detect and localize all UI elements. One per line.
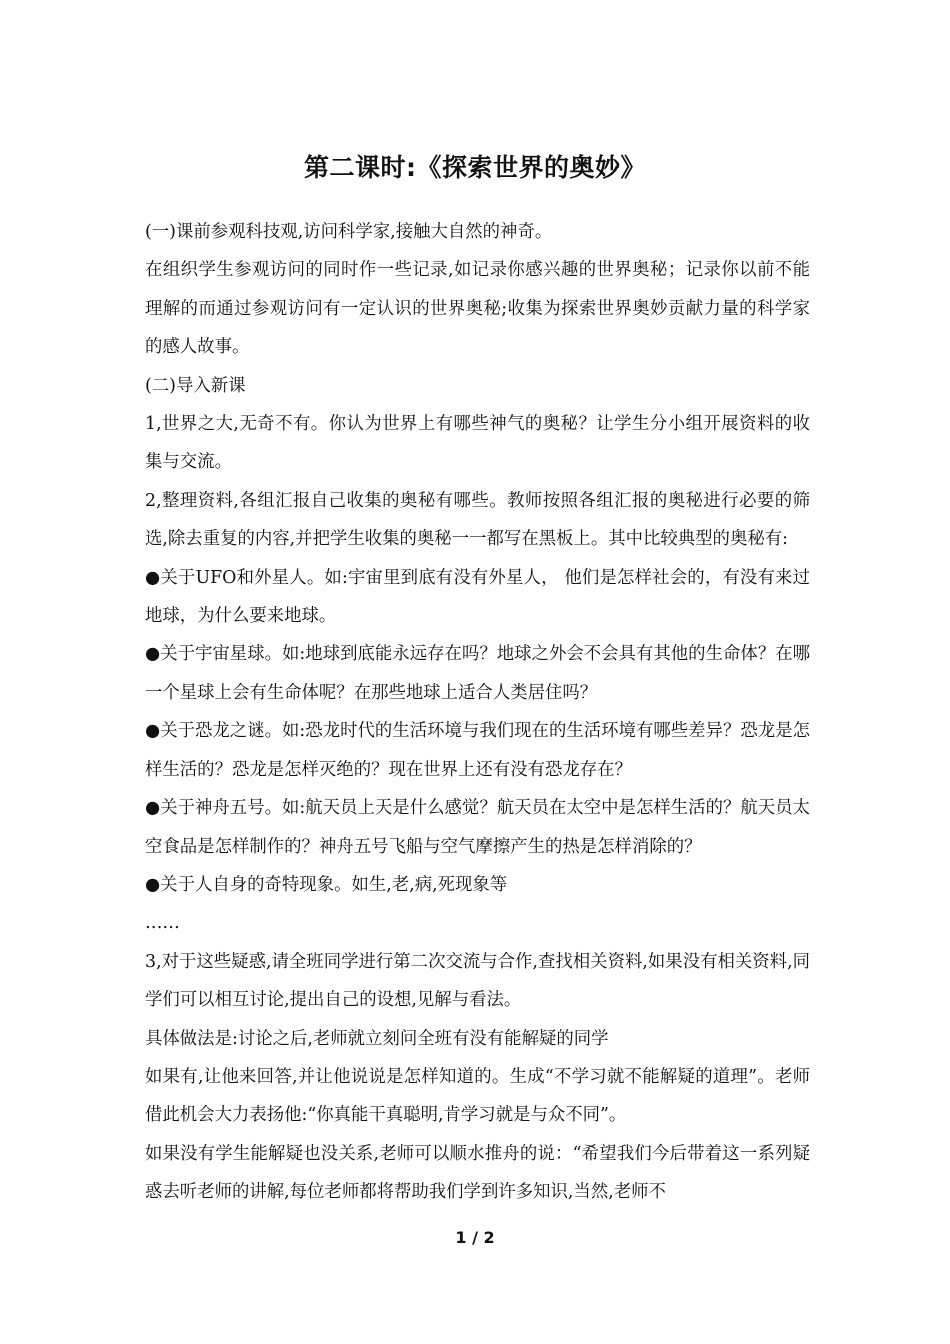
bullet-shenzhou: ●关于神舟五号。如:航天员上天是什么感觉？航天员在太空中是怎样生活的？航天员太空食品是怎样制作的？神舟五号飞船与空气摩擦产生的热是怎样消除的？ bbox=[145, 798, 810, 857]
paragraph-1: (一)课前参观科技观,访问科学家,接触大自然的神奇。 bbox=[145, 222, 553, 242]
paragraph-4: 1,世界之大,无奇不有。你认为世界上有哪些神气的奥秘？让学生分小组开展资料的收集与交流。 bbox=[145, 414, 810, 473]
paragraph-9: 如果没有学生能解疑也没关系,老师可以顺水推舟的说：“希望我们今后带着这一系列疑惑去听老师的讲解,每位老师都将帮助我们学到许多知识,当然,老师不 bbox=[145, 1143, 810, 1203]
bullet-human-body: ●关于人自身的奇特现象。如生,老,病,死现象等 bbox=[145, 874, 508, 895]
paragraph-8: 如果有,让他来回答,并让他说说是怎样知道的。生成“不学习就不能解疑的道理”。老师借此机会大力表扬他:“你真能干真聪明,肯学习就是与众不同”。 bbox=[145, 1066, 810, 1126]
bullet-universe: ●关于宇宙星球。如:地球到底能永远存在吗？地球之外会不会具有其他的生命体？在哪一个星球上会有生命体呢？在那些地球上适合人类居住吗？ bbox=[145, 644, 810, 703]
paragraph-7: 具体做法是:讨论之后,老师就立刻问全班有没有能解疑的同学 bbox=[145, 1028, 609, 1049]
paragraph-5: 2,整理资料,各组汇报自己收集的奥秘有哪些。教师按照各组汇报的奥秘进行必要的筛选,除去重复的内容,并把学生收集的奥秘一一都写在黑板上。其中比较典型的奥秘有: bbox=[145, 490, 810, 550]
paragraph-3: (二)导入新课 bbox=[145, 375, 246, 396]
bullet-dinosaur: ●关于恐龙之谜。如:恐龙时代的生活环境与我们现在的生活环境有哪些差异？恐龙是怎样生活的？恐龙是怎样灭绝的？现在世界上还有没有恐龙存在？ bbox=[145, 721, 810, 780]
bullet-ufo: ●关于UFO和外星人。如:宇宙里到底有没有外星人， 他们是怎样社会的，有没有来过地球，为什么要来地球。 bbox=[145, 567, 810, 627]
paragraph-2: 在组织学生参观访问的同时作一些记录,如记录你感兴趣的世界奥秘；记录你以前不能理解的而通过参观访问有一定认识的世界奥秘;收集为探索世界奥妙贡献力量的科学家的感人故事。 bbox=[145, 260, 810, 358]
paragraph-6: 3,对于这些疑惑,请全班同学进行第二次交流与合作,查找相关资料,如果没有相关资料,同学们可以相互讨论,提出自己的设想,见解与看法。 bbox=[145, 951, 810, 1011]
document-title: 第二课时:《探索世界的奥妙》 bbox=[304, 152, 646, 182]
document-body bbox=[145, 213, 810, 1212]
ellipsis-line: …… bbox=[145, 913, 180, 934]
page-number: 1 / 2 bbox=[455, 1228, 495, 1247]
